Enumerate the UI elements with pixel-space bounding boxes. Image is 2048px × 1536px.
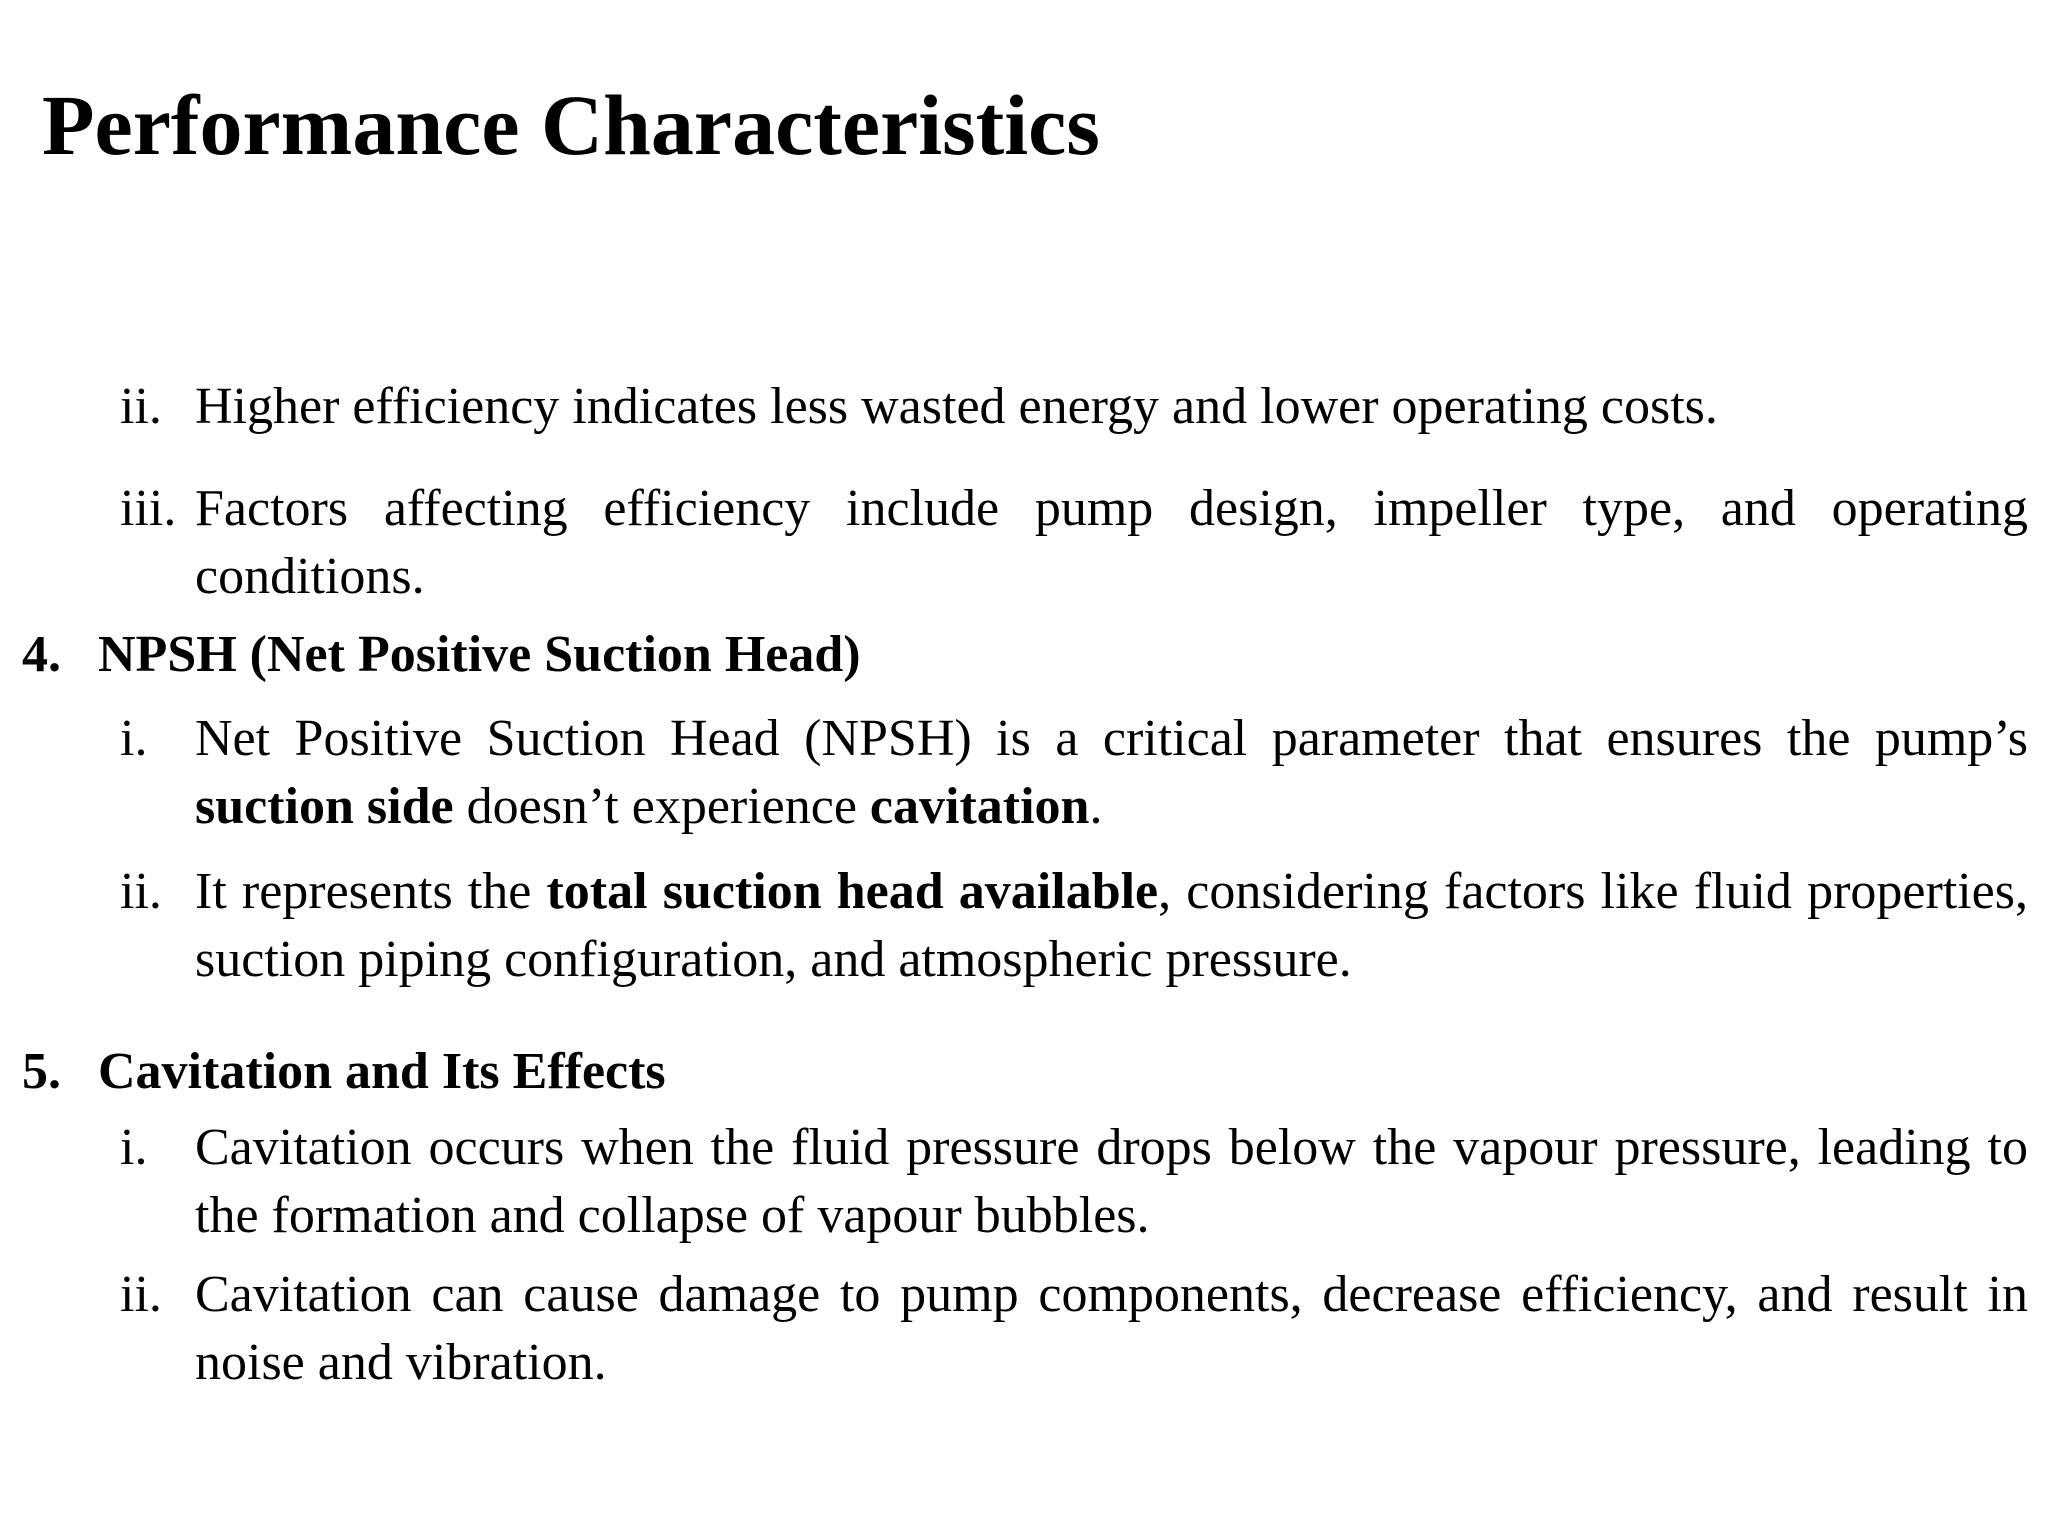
section-title: NPSH (Net Positive Suction Head) bbox=[98, 626, 861, 683]
npsh-item-ii bbox=[120, 858, 2028, 994]
list-item-text: Cavitation can cause damage to pump components, decrease efficiency, and result in noise and vibration. bbox=[195, 1266, 2028, 1391]
cavitation-item-ii bbox=[120, 1261, 2028, 1397]
section-number: 4. bbox=[22, 626, 61, 683]
page-title: Performance Characteristics bbox=[42, 77, 1100, 173]
text-run: , considering factors like fluid properties, suction piping configuration, and atmospheric pressure. bbox=[195, 863, 2028, 988]
list-marker: i. bbox=[120, 710, 148, 767]
npsh-item-i bbox=[120, 705, 2028, 841]
list-marker: ii. bbox=[120, 378, 162, 435]
efficiency-item-iii bbox=[120, 475, 2028, 611]
section-5-heading bbox=[22, 1038, 666, 1106]
bold-term-suction-side: suction side bbox=[195, 778, 454, 835]
bold-term-cavitation: cavitation bbox=[869, 778, 1090, 835]
list-marker: ii. bbox=[120, 1266, 162, 1323]
text-run: . bbox=[1089, 778, 1103, 835]
section-title: Cavitation and Its Effects bbox=[98, 1043, 666, 1100]
section-4-heading bbox=[22, 621, 861, 689]
efficiency-item-ii bbox=[120, 373, 2028, 441]
list-marker: i. bbox=[120, 1119, 148, 1176]
text-run: doesn’t experience bbox=[453, 778, 870, 835]
list-marker: iii. bbox=[120, 480, 177, 537]
text-run: Net Positive Suction Head (NPSH) is a critical parameter that ensures the pump’s bbox=[195, 710, 2028, 767]
list-item-text bbox=[195, 863, 2028, 988]
text-run: It represents the bbox=[195, 863, 547, 920]
section-number: 5. bbox=[22, 1043, 61, 1100]
cavitation-item-i bbox=[120, 1114, 2028, 1250]
list-item-text bbox=[195, 710, 2028, 835]
list-item-text: Factors affecting efficiency include pump design, impeller type, and operating conditions. bbox=[195, 480, 2028, 605]
list-item-text: Cavitation occurs when the fluid pressure drops below the vapour pressure, leading to the formation and collapse of vapour bubbles. bbox=[195, 1119, 2028, 1244]
bold-term-total-suction-head: total suction head available bbox=[546, 863, 1159, 920]
list-item-text: Higher efficiency indicates less wasted energy and lower operating costs. bbox=[195, 378, 1718, 435]
list-marker: ii. bbox=[120, 863, 162, 920]
